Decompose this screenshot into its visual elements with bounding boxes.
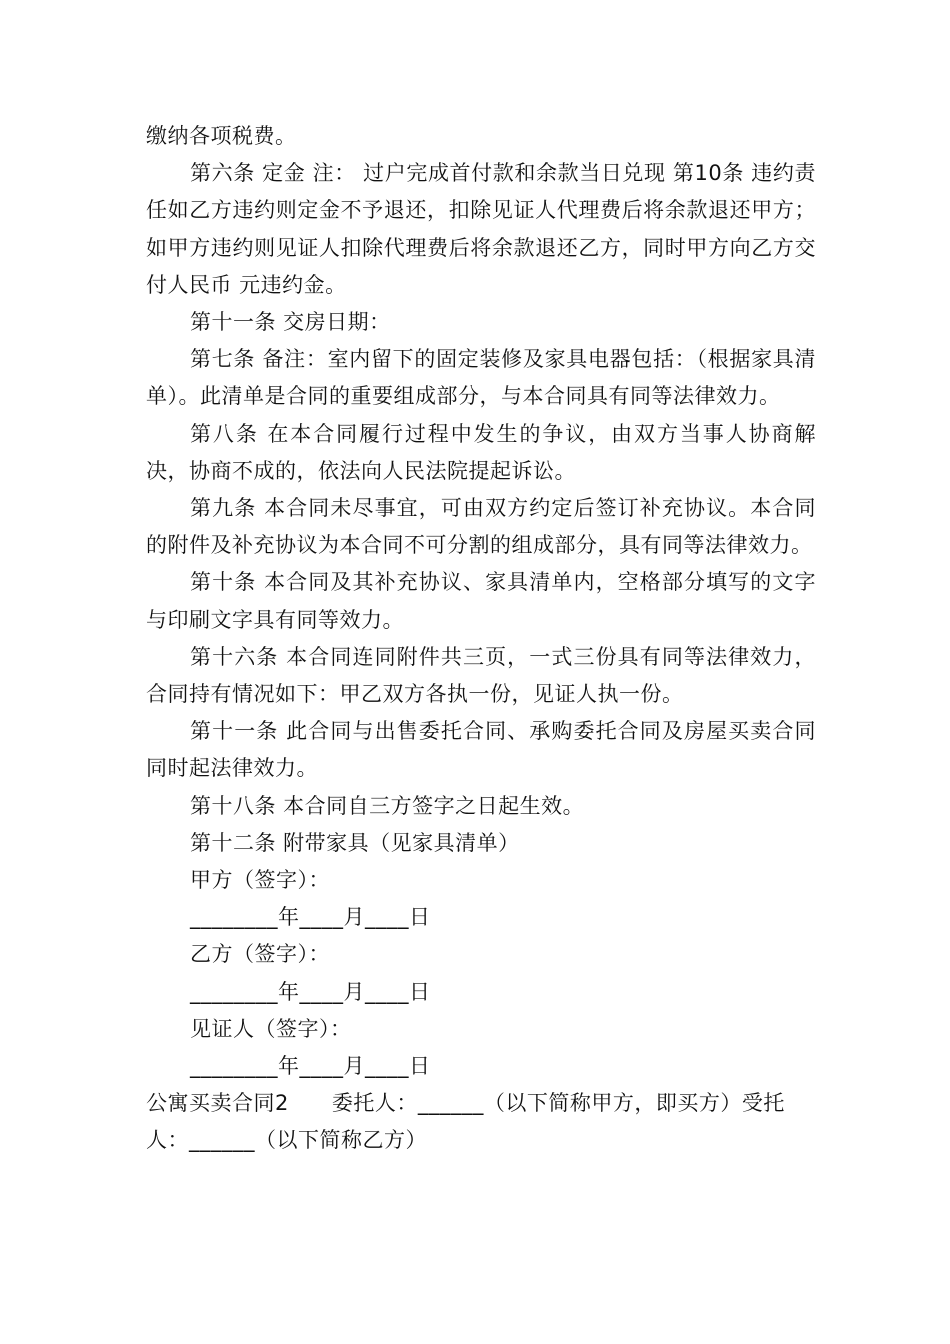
paragraph-article-11-effect: 第十一条 此合同与出售委托合同、承购委托合同及房屋买卖合同同时起法律效力。	[146, 719, 816, 781]
paragraph-article-7-notes: 第七条 备注：室内留下的固定装修及家具电器包括：（根据家具清单）。此清单是合同的重要组成部分，与本合同具有同等法律效力。	[146, 347, 816, 409]
signature-party-b-label: 乙方（签字）：	[190, 942, 330, 967]
paragraph-tax: 缴纳各项税费。	[146, 124, 297, 148]
paragraph-article-6-deposit: 第六条 定金 注： 过户完成首付款和余款当日兑现 第10条 违约责任如乙方违约则定金不予退还，扣除见证人代理费后将余款退还甲方；如甲方违约则见证人扣除代理费后将余款退还乙方，同时甲方向乙方交付人民币 元违约金。	[146, 161, 816, 297]
signature-witness-label: 见证人（签字）：	[190, 1016, 352, 1041]
paragraph-article-8-disputes: 第八条 在本合同履行过程中发生的争议，由双方当事人协商解决，协商不成的，依法向人民法院提起诉讼。	[146, 421, 816, 483]
signature-party-b-date: ________年____月____日	[190, 979, 431, 1004]
paragraph-article-12-furniture: 第十二条 附带家具（见家具清单）	[190, 830, 520, 855]
next-contract-heading: 公寓买卖合同2 委托人：______（以下简称甲方，即买方）受托人：______（以下简称乙方）	[146, 1091, 785, 1153]
signature-party-a-date: ________年____月____日	[190, 905, 431, 930]
signature-party-a-label: 甲方（签字）：	[190, 868, 330, 893]
paragraph-article-11-handover-date: 第十一条 交房日期：	[190, 310, 391, 335]
paragraph-article-18-effective: 第十八条 本合同自三方签字之日起生效。	[190, 793, 585, 818]
paragraph-article-16-copies: 第十六条 本合同连同附件共三页，一式三份具有同等法律效力，合同持有情况如下：甲乙双方各执一份，见证人执一份。	[146, 644, 816, 707]
paragraph-article-10-blanks: 第十条 本合同及其补充协议、家具清单内，空格部分填写的文字与印刷文字具有同等效力。	[146, 570, 816, 632]
document-body	[146, 118, 816, 1160]
paragraph-article-9-supplements: 第九条 本合同未尽事宜，可由双方约定后签订补充协议。本合同的附件及补充协议为本合同不可分割的组成部分，具有同等法律效力。	[146, 496, 816, 558]
signature-witness-date: ________年____月____日	[190, 1054, 431, 1079]
